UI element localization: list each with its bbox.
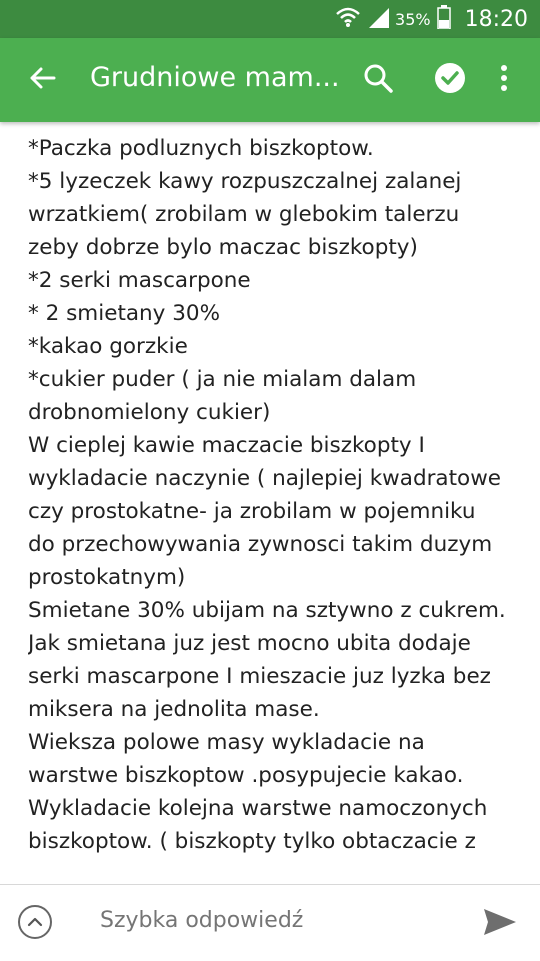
arrow-back-icon [28, 66, 56, 94]
message-line: wrzatkiem( zrobilam w glebokim talerzu [28, 202, 460, 227]
wifi-icon [335, 6, 361, 32]
send-button[interactable] [480, 907, 520, 941]
message-line: Wieksza polowe masy wykladacie na [28, 730, 425, 755]
message-line: Smietane 30% ubijam na sztywno z cukrem. [28, 598, 506, 623]
chevron-up-icon [27, 913, 43, 932]
battery-icon [437, 5, 451, 33]
message-line: czy prostokatne- ja zrobilam w pojemniku [28, 499, 476, 524]
back-button[interactable] [20, 60, 64, 100]
message-body [28, 132, 528, 884]
message-line: biszkoptow. ( biszkopty tylko obtaczacie z [28, 829, 476, 854]
send-icon [482, 907, 518, 941]
message-line: *kakao gorzkie [28, 334, 188, 359]
signal-icon [367, 6, 389, 32]
message-line: *cukier puder ( ja nie mialam dalam [28, 367, 417, 392]
message-line: do przechowywania zywnosci takim duzym [28, 532, 493, 557]
quick-reply-bar [0, 884, 540, 961]
quick-reply-input[interactable] [98, 907, 462, 934]
overflow-menu-button[interactable] [482, 58, 526, 102]
message-line: *5 lyzeczek kawy rozpuszczalnej zalanej [28, 169, 462, 194]
message-line: zeby dobrze bylo maczac biszkopty) [28, 235, 418, 260]
page-title: Grudniowe mam... [90, 62, 340, 93]
message-line: * 2 smietany 30% [28, 301, 221, 326]
message-line: wykladacie naczynie ( najlepiej kwadratowe [28, 466, 501, 491]
search-icon [362, 62, 394, 98]
message-line: W cieplej kawie maczacie biszkopty I [28, 433, 425, 458]
message-line: *Paczka podluznych biszkoptow. [28, 136, 374, 161]
expand-button[interactable] [18, 905, 52, 939]
app-bar [0, 38, 540, 122]
message-line: Jak smietana juz jest mocno ubita dodaje [28, 631, 471, 656]
message-line: prostokatnym) [28, 565, 186, 590]
confirm-button[interactable] [428, 58, 472, 102]
message-line: warstwe biszkoptow .posypujecie kakao. [28, 763, 464, 788]
message-line: miksera na jednolita mase. [28, 697, 320, 722]
more-vert-icon [500, 64, 508, 96]
battery-percent: 35% [395, 9, 431, 29]
message-line: serki mascarpone I mieszacie juz lyzka bez [28, 664, 491, 689]
status-bar [0, 0, 540, 38]
check-circle-icon [434, 62, 466, 98]
message-line: drobnomielony cukier) [28, 400, 271, 425]
status-time: 18:20 [464, 6, 528, 32]
search-button[interactable] [356, 58, 400, 102]
status-indicators [335, 0, 528, 38]
message-line: *2 serki mascarpone [28, 268, 251, 293]
message-line: Wykladacie kolejna warstwe namoczonych [28, 796, 488, 821]
